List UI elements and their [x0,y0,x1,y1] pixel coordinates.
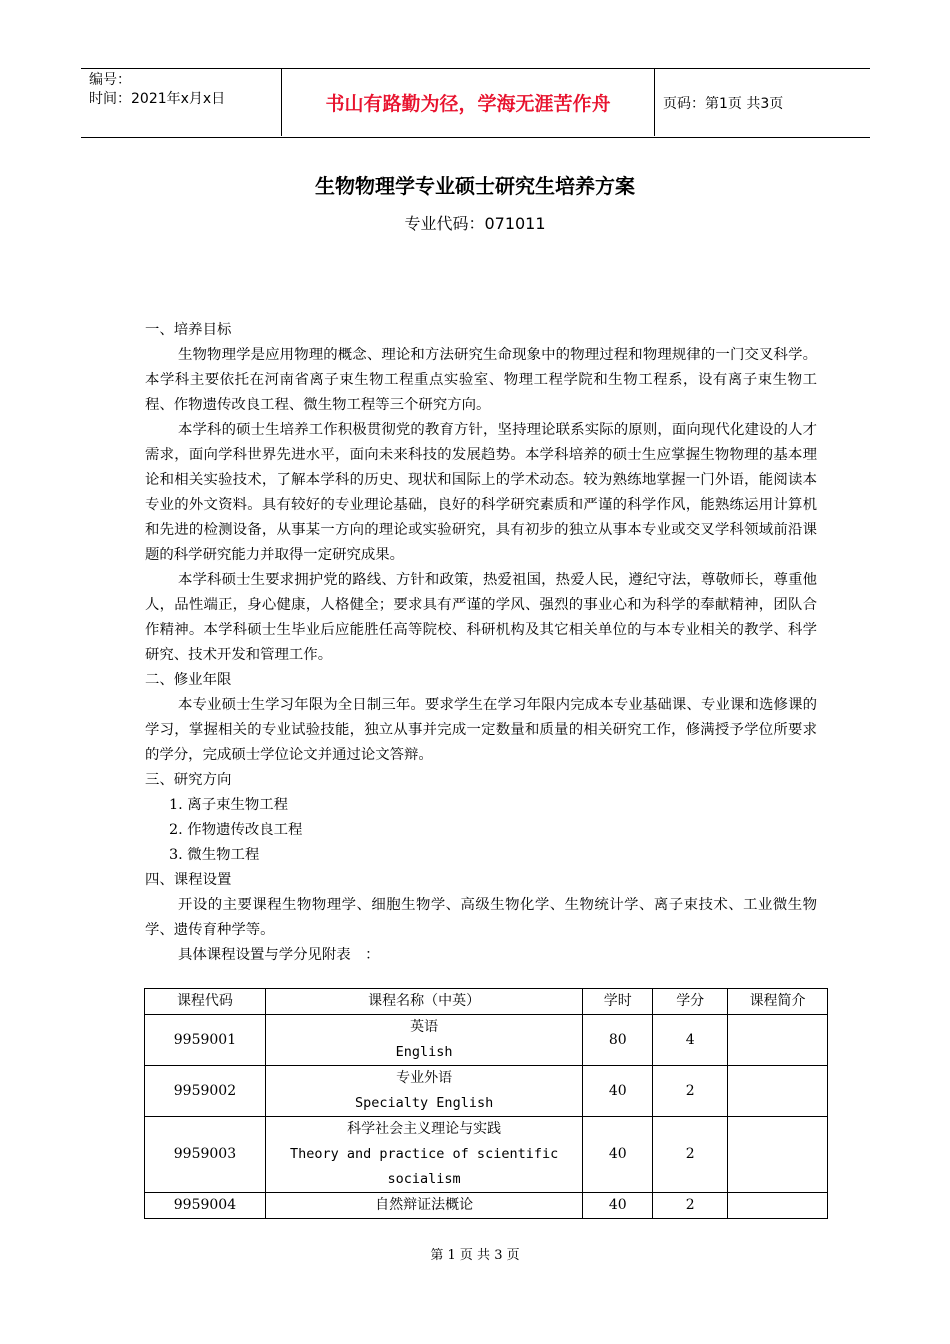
document-title: 生物物理学专业硕士研究生培养方案 [315,174,635,198]
paragraph: 本专业硕士生学习年限为全日制三年。要求学生在学习年限内完成本专业基础课、专业课和选修课的学习，掌握相关的专业试验技能，独立从事并完成一定数量和质量的相关研究工作，修满授予学位所要求的学分，完成硕士学位论文并通过论文答辩。 [145,697,817,763]
course-name [265,1015,582,1066]
course-code: 9959002 [145,1066,266,1117]
header-cell: 学分 [653,989,728,1015]
section-heading: 一、培养目标 [145,322,232,338]
section-heading: 二、修业年限 [145,672,232,688]
course-code: 9959003 [145,1117,266,1193]
course-intro [728,1066,828,1117]
research-direction-item: 1. 离子束生物工程 [169,797,289,813]
course-credits: 2 [653,1193,728,1219]
course-credits: 4 [653,1015,728,1066]
header-cell: 课程名称（中英） [265,989,582,1015]
course-name-cn: 科学社会主义理论与实践 [347,1121,502,1137]
header-motto: 书山有路勤为径，学海无涯苦作舟 [281,69,655,136]
document-time-label: 时间：2021年x月x日 [89,91,226,107]
course-hours: 40 [583,1066,653,1117]
course-name-en: English [395,1044,453,1060]
table-row [145,1193,828,1219]
course-hours: 40 [583,1117,653,1193]
course-code: 9959004 [145,1193,266,1219]
course-hours: 40 [583,1193,653,1219]
course-table [144,988,828,1219]
course-intro [728,1193,828,1219]
course-name [265,1066,582,1117]
document-subtitle: 专业代码：071011 [404,214,546,233]
section-heading: 三、研究方向 [145,772,232,788]
header-cell: 课程简介 [728,989,828,1015]
course-credits: 2 [653,1117,728,1193]
course-name [265,1193,582,1219]
table-row [145,1117,828,1193]
research-direction-item: 3. 微生物工程 [169,847,260,863]
page-footer: 第 1 页 共 3 页 [430,1248,520,1263]
document-body [145,318,817,968]
course-credits: 2 [653,1066,728,1117]
paragraph: 生物物理学是应用物理的概念、理论和方法研究生命现象中的物理过程和物理规律的一门交叉科学。本学科主要依托在河南省离子束生物工程重点实验室、物理工程学院和生物工程系，设有离子束生物工程、作物遗传改良工程、微生物工程等三个研究方向。 [145,347,817,413]
course-hours: 80 [583,1015,653,1066]
table-caption: 具体课程设置与学分见附表 ： [178,947,380,963]
course-name [265,1117,582,1193]
research-direction-item: 2. 作物遗传改良工程 [169,822,303,838]
header-meta [89,71,281,135]
course-name-cn: 英语 [410,1019,439,1035]
course-intro [728,1117,828,1193]
document-number-label: 编号： [89,72,131,88]
table-header-row [145,989,828,1015]
course-name-cn: 自然辩证法概论 [375,1197,474,1213]
course-name-cn: 专业外语 [396,1070,453,1086]
course-intro [728,1015,828,1066]
paragraph: 本学科硕士生要求拥护党的路线、方针和政策，热爱祖国，热爱人民，遵纪守法，尊敬师长，尊重他人，品性端正，身心健康，人格健全；要求具有严谨的学风、强烈的事业心和为科学的奉献精神，团队合作精神。本学科硕士生毕业后应能胜任高等院校、科研机构及其它相关单位的与本专业相关的教学、科学研究、技术开发和管理工作。 [145,572,817,663]
table-row [145,1066,828,1117]
course-name-en: Theory and practice of scientific socialism [290,1146,559,1187]
course-name-en: Specialty English [355,1095,494,1111]
header-cell: 学时 [583,989,653,1015]
header-cell: 课程代码 [145,989,266,1015]
section-heading: 四、课程设置 [145,872,232,888]
course-code: 9959001 [145,1015,266,1066]
paragraph: 开设的主要课程生物物理学、细胞生物学、高级生物化学、生物统计学、离子束技术、工业微生物学、遗传育种学等。 [145,897,817,938]
table-row [145,1015,828,1066]
page-header [81,68,870,138]
header-page-number: 页码：第1页 共3页 [663,95,784,112]
paragraph: 本学科的硕士生培养工作积极贯彻党的教育方针，坚持理论联系实际的原则，面向现代化建设的人才需求，面向学科世界先进水平，面向未来科技的发展趋势。本学科培养的硕士生应掌握生物物理的基本理论和相关实验技术，了解本学科的历史、现状和国际上的学术动态。较为熟练地掌握一门外语，能阅读本专业的外文资料。具有较好的专业理论基础，良好的科学研究素质和严谨的科学作风，能熟练运用计算机和先进的检测设备，从事某一方向的理论或实验研究，具有初步的独立从事本专业或交叉学科领域前沿课题的科学研究能力并取得一定研究成果。 [145,422,817,563]
